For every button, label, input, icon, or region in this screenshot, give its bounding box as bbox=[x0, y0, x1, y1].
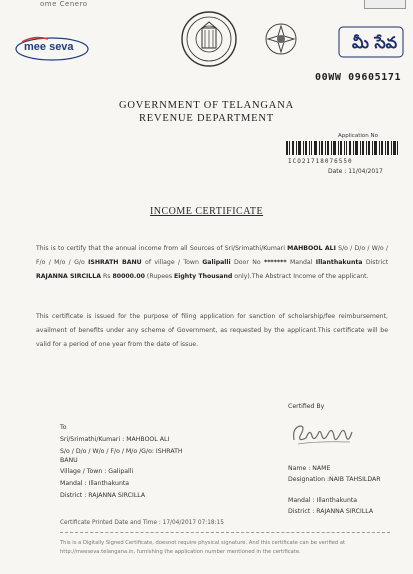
p1-text-2: S/o / bbox=[338, 245, 353, 252]
footer-note-2: http://meeseva.telangana.in, furnishing the application number mentioned in the certificate. bbox=[60, 549, 301, 555]
certificate-title bbox=[0, 206, 413, 217]
printed-datetime: Certificate Printed Date and Time : 17/04/2017 07:18:15 bbox=[60, 520, 224, 526]
application-number: ICO21718076550 bbox=[288, 158, 353, 165]
officer-district: District : RAJANNA SIRCILLA bbox=[288, 508, 374, 515]
p1-text-7: District bbox=[365, 259, 389, 266]
officer-mandal: Mandal : Illanthakunta bbox=[288, 497, 358, 504]
meeseva-telugu-text: మీ సేవ bbox=[352, 33, 398, 52]
p1-text-11: Income of the applicant. bbox=[293, 273, 369, 280]
p1-text-3: D/o / W/o / F/o / M/o / G/o bbox=[36, 245, 389, 266]
p1-door-number: ******* bbox=[263, 259, 287, 266]
to-applicant-line: Sri/Srimathi/Kumari : MAHBOOL ALI bbox=[60, 436, 170, 443]
p1-text-9: (Rupees bbox=[146, 273, 173, 280]
p1-district: RAJANNA SIRCILLA bbox=[36, 273, 101, 280]
p1-text-10: only).The Abstract bbox=[234, 273, 292, 280]
to-relation-cont: BANU bbox=[60, 457, 78, 464]
to-relation-line: S/o / D/o / W/o / F/o / M/o /G/o: ISHRATH bbox=[60, 448, 183, 455]
p1-income-amount: 80000.00 bbox=[112, 273, 145, 280]
officer-designation: Designation :NAIB TAHSILDAR bbox=[288, 476, 381, 483]
p1-text-5: Door No bbox=[234, 259, 261, 266]
digital-india-logo-icon bbox=[264, 22, 298, 56]
to-district-line: District : RAJANNA SIRCILLA bbox=[60, 492, 146, 499]
application-number-label: Application No bbox=[338, 133, 378, 139]
top-cut-corner bbox=[364, 0, 406, 9]
signature-icon bbox=[288, 414, 358, 450]
issue-date-value: 11/04/2017 bbox=[348, 168, 383, 175]
p1-text-1: This is to certify that the annual income from all Sources of Sri/Srimathi/Kumari bbox=[36, 245, 285, 252]
officer-name: Name : NAME bbox=[288, 465, 331, 472]
p1-text-4: of village / Town bbox=[145, 259, 199, 266]
certified-by-label: Certified By bbox=[288, 403, 325, 410]
top-cut-text: ome Cenero bbox=[40, 0, 88, 8]
p1-relation-name: ISHRATH BANU bbox=[88, 259, 142, 266]
p1-applicant-name: MAHBOOL ALI bbox=[287, 245, 336, 252]
government-title: GOVERNMENT OF TELANGANA bbox=[119, 100, 294, 111]
certificate-paragraph-1 bbox=[36, 242, 388, 284]
application-code: 00WW 09605171 bbox=[315, 72, 402, 83]
p1-village: Galipalli bbox=[202, 259, 231, 266]
to-label: To bbox=[60, 424, 67, 431]
to-village-line: Village / Town : Galipalli bbox=[60, 468, 134, 475]
issue-date-label: Date : bbox=[328, 168, 347, 175]
p1-income-words: Eighty Thousand bbox=[174, 273, 233, 280]
footer-divider bbox=[60, 532, 390, 533]
department-title: REVENUE DEPARTMENT bbox=[138, 113, 274, 124]
issue-date bbox=[328, 168, 383, 175]
barcode-icon bbox=[286, 141, 398, 155]
certificate-title-text: INCOME CERTIFICATE bbox=[149, 206, 264, 217]
footer-note-1: This is a Digitally Signed Certificate, doesnot require physical signature. And this certificate can be verified at bbox=[60, 540, 346, 546]
government-seal-icon bbox=[180, 10, 238, 68]
p1-text-8: Rs bbox=[102, 273, 111, 280]
p1-text-6: Mandal bbox=[289, 259, 313, 266]
meeseva-brand-text: mee seva bbox=[24, 41, 74, 53]
certificate-paragraph-2: This certificate is issued for the purpose of filing application for sanction of scholarship/fee reimbursement, availment of benefits under any scheme of Government, as requested by the applicant.This certificate will be valid for a period of one year from the date of issue. bbox=[36, 313, 388, 348]
to-mandal-line: Mandal : Illanthakunta bbox=[60, 480, 130, 487]
p1-mandal: Illanthakunta bbox=[315, 259, 363, 266]
